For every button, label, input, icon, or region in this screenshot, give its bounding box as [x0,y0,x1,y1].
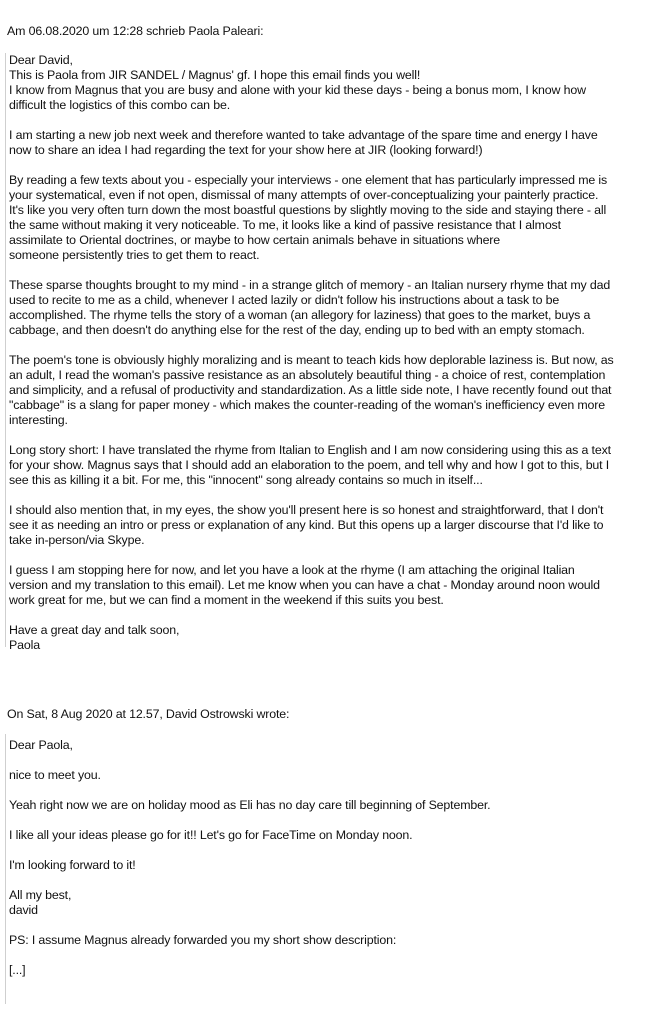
body-line: I'm looking forward to it! [9,858,136,872]
paragraph-poem-tone: The poem's tone is obviously highly moralizing and is meant to teach kids how deplorable laziness is. But now, as an adult, I read the woman's passive resistance as an absolutely beautiful thing - a choice of rest, contemplation and simplicity, and a refusal of productivity and standardization. As a little side note, I have recently found out that "cabbage" is a slang for paper money - which makes the counter-reading of the woman's inefficiency even more interesting. [9,353,614,427]
paragraph-nursery-rhyme: These sparse thoughts brought to my mind - in a strange glitch of memory - an Italian nursery rhyme that my dad used to recite to me as a child, whenever I acted lazily or didn't follow his instructions about a task to be accomplished. The rhyme tells the story of a woman (an allegory for laziness) that goes to the market, buys a cabbage, and then doesn't do anything else for the rest of the day, ending up to bed with an empty stomach. [9,278,611,337]
greeting: Dear Paola, [9,738,73,752]
paragraph-new-job: I am starting a new job next week and therefore wanted to take advantage of the spare time and energy I have now to share an idea I had regarding the text for your show here at JIR (looking forward!) [9,128,598,157]
paragraph-rhyme-attachment: I guess I am stopping here for now, and let you have a look at the rhyme (I am attaching the original Italian version and my translation to this email). Let me know when you can have a chat - Monday around noon would work great for me, but we can find a moment in the weekend if this suits you best. [9,563,600,607]
paragraph-translation: Long story short: I have translated the rhyme from Italian to English and I am now considering using this as a text for your show. Magnus says that I should add an elaboration to the poem, and tell why and how I got to this, but I see this as killing it a bit. For me, this "innocent" song already contains so much in itself... [9,443,611,487]
paragraph-show-honest: I should also mention that, in my eyes, the show you'll present here is so honest and straightforward, that I don't see it as needing an intro or press or explanation of any kind. But this opens up a larger discourse that I'd like to take in-person/via Skype. [9,503,604,547]
quote-header-paola: Am 06.08.2020 um 12:28 schrieb Paola Paleari: [7,24,264,38]
quoted-email-paola [5,53,641,652]
paragraph-interviews: By reading a few texts about you - especially your interviews - one element that has particularly impressed me is your systematical, even if not open, dismissal of many attempts of over-conceptualizing your painterly practice. It's like you very often turn down the most boastful questions by slightly moving to the side and staying there - all the same without making it very noticeable. To me, it looks like a kind of passive resistance that I almost assimilate to Oriental doctrines, or maybe to how certain animals behave in situations where someone persistently tries to get them to react. [9,173,608,262]
sign-off: All my best, david [9,888,72,917]
intro-paragraph: This is Paola from JIR SANDEL / Magnus' gf. I hope this email finds you well! I know from Magnus that you are busy and alone with your kid these days - being a bonus mom, I know how difficult the logistics of this combo can be. [9,68,586,112]
body-line: nice to meet you. [9,768,101,782]
body-line: I like all your ideas please go for it!! Let's go for FaceTime on Monday noon. [9,828,413,842]
greeting: Dear David, [9,53,73,67]
sign-off: Have a great day and talk soon, Paola [9,623,180,652]
body-line: Yeah right now we are on holiday mood as Eli has no day care till beginning of September. [9,798,491,812]
quoted-email-david [5,734,641,1004]
postscript: PS: I assume Magnus already forwarded you my short show description: [9,933,397,947]
quote-header-david: On Sat, 8 Aug 2020 at 12.57, David Ostrowski wrote: [7,707,290,721]
ellipsis: [...] [9,963,26,977]
